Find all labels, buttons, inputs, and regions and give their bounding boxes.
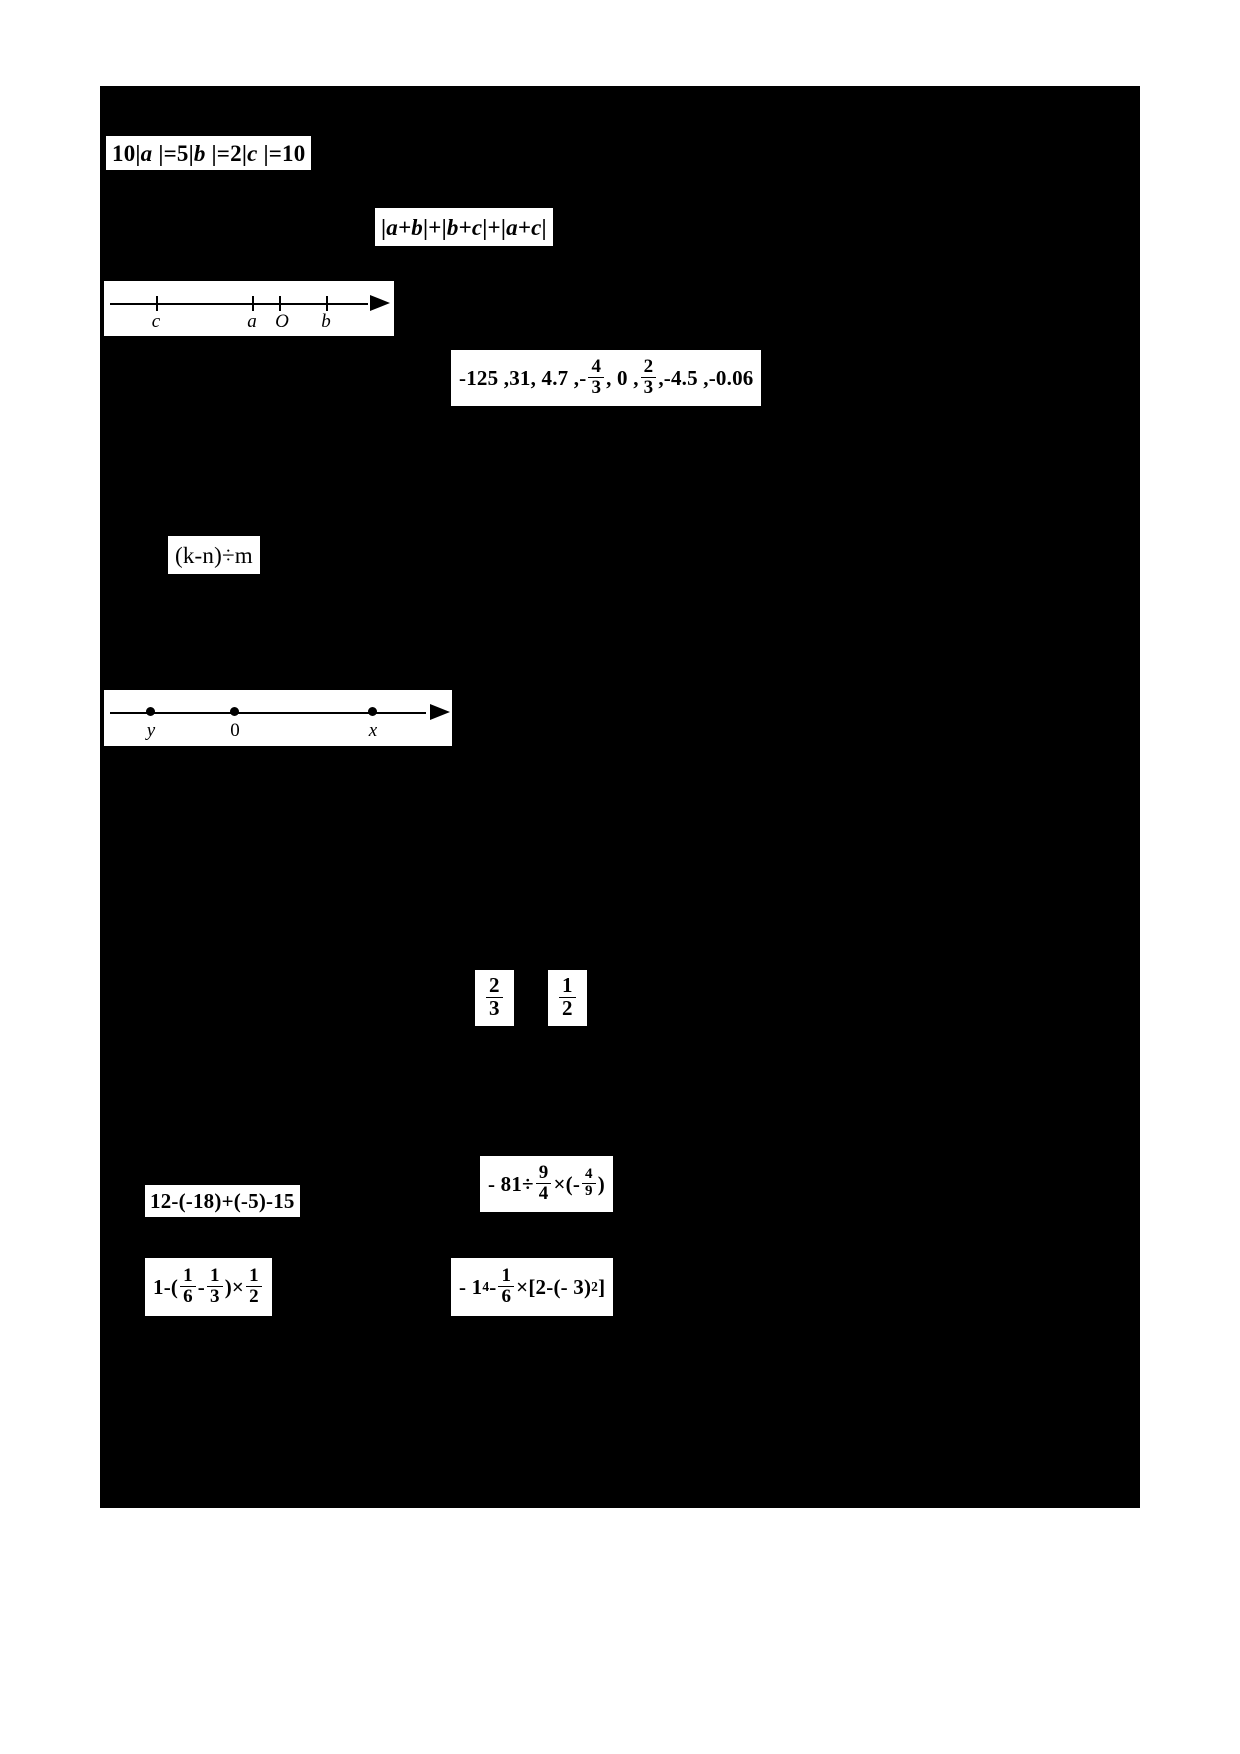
snippet-number-line-abc — [104, 281, 394, 336]
number-list-mid: , 0 , — [606, 365, 639, 390]
abs-bar: | — [541, 214, 547, 240]
fraction-numerator: 1 — [183, 1265, 193, 1287]
fraction-denominator: 3 — [207, 1286, 223, 1306]
label-c: c — [151, 311, 161, 332]
snippet-absolute-sum — [375, 208, 553, 246]
abs-bar: | — [152, 140, 164, 166]
label-zero: 0 — [230, 720, 240, 741]
calc-4-exponent-2: 2 — [591, 1279, 599, 1295]
fraction-numerator: 2 — [643, 356, 654, 378]
fraction-denominator: 2 — [246, 1286, 262, 1306]
page-content-area — [100, 86, 1140, 1508]
abs-var-b: b — [193, 140, 206, 166]
plus-sign: + — [428, 214, 442, 240]
abs-bar: | — [422, 214, 429, 240]
point-x — [368, 707, 377, 716]
fraction-numerator: 9 — [538, 1162, 549, 1184]
fraction-one-half — [246, 1266, 262, 1306]
number-list-first: -125 ,31, 4.7 ,- — [459, 365, 587, 390]
tick-c — [156, 296, 158, 311]
calc-2-prefix: - 81÷ — [488, 1171, 534, 1196]
fraction-denominator: 2 — [559, 997, 576, 1019]
fraction-two-thirds — [641, 357, 657, 397]
fraction-denominator: 9 — [582, 1183, 596, 1199]
abs-expr-1: a+b — [386, 214, 423, 240]
fraction-denominator: 3 — [486, 997, 503, 1019]
fraction-numerator: 4 — [591, 356, 602, 378]
snippet-expression-knm — [168, 536, 260, 574]
abs-bar: | — [205, 140, 217, 166]
abs-var-c: c — [247, 140, 258, 166]
fraction-denominator: 6 — [180, 1286, 196, 1306]
fraction-nine-fourths — [536, 1163, 552, 1203]
abs-bar: | — [135, 140, 141, 166]
tick-o — [279, 296, 281, 311]
calc-4-exponent: 4 — [482, 1279, 490, 1295]
fraction-four-ninths — [582, 1167, 596, 1199]
number-line-axis — [110, 303, 368, 305]
point-y — [146, 707, 155, 716]
calc-3-mid: )× — [224, 1274, 245, 1299]
fraction-denominator: 6 — [498, 1286, 514, 1306]
label-o: O — [275, 311, 289, 332]
fraction-numerator: 1 — [501, 1265, 512, 1287]
snippet-calc-1 — [145, 1185, 300, 1217]
arrow-head-icon — [430, 704, 450, 720]
fraction-numerator: 1 — [210, 1265, 220, 1287]
fraction-one-sixth — [498, 1266, 514, 1306]
expression-text: (k-n)÷m — [175, 542, 253, 568]
fraction-denominator: 3 — [641, 377, 657, 397]
fraction-denominator: 3 — [588, 377, 604, 397]
fraction-one-third — [207, 1266, 223, 1306]
abs-eq-2: =2 — [216, 140, 242, 166]
snippet-fraction-one-half — [548, 970, 587, 1026]
fraction-one-half — [559, 975, 576, 1019]
snippet-calc-4 — [451, 1258, 613, 1316]
fraction-numerator: 1 — [249, 1265, 259, 1287]
calc-4-paren: (- 3) — [553, 1274, 592, 1299]
fraction-numerator: 2 — [489, 973, 500, 998]
arrow-head-icon — [370, 295, 390, 311]
calc-3-minus: - — [197, 1274, 205, 1299]
fraction-numerator: 1 — [562, 973, 573, 998]
abs-bar: | — [441, 214, 447, 240]
number-list-last: ,-4.5 ,-0.06 — [658, 365, 754, 390]
snippet-number-list — [451, 350, 761, 406]
snippet-number-line-xy — [104, 690, 452, 746]
snippet-calc-3 — [145, 1258, 272, 1316]
abs-bar: | — [482, 214, 488, 240]
tick-b — [326, 296, 328, 311]
tick-a — [252, 296, 254, 311]
abs-bar: | — [381, 214, 387, 240]
calc-3-prefix: 1-( — [153, 1274, 179, 1299]
fraction-two-thirds — [486, 975, 503, 1019]
abs-bar: | — [241, 140, 248, 166]
calc-4-minus: - — [489, 1274, 497, 1299]
fraction-numerator: 4 — [585, 1166, 593, 1183]
calc-1-text: 12-(-18)+(-5)-15 — [150, 1188, 295, 1213]
calc-4-suffix: ] — [598, 1274, 606, 1299]
abs-bar: | — [500, 214, 507, 240]
snippet-fraction-two-thirds — [475, 970, 514, 1026]
fraction-one-sixth — [180, 1266, 196, 1306]
fraction-four-thirds — [588, 357, 604, 397]
plus-sign: + — [487, 214, 501, 240]
label-y: y — [146, 720, 156, 741]
fraction-denominator: 4 — [536, 1183, 552, 1203]
calc-4-mid: ×[2- — [516, 1274, 554, 1299]
label-b: b — [321, 311, 331, 332]
label-a: a — [247, 311, 257, 332]
abs-expr-3: a+c — [506, 214, 542, 240]
point-zero — [230, 707, 239, 716]
abs-eq-3: =10 — [268, 140, 306, 166]
calc-4-prefix: - 1 — [459, 1274, 483, 1299]
abs-bar: | — [257, 140, 269, 166]
calc-2-suffix: ) — [597, 1171, 605, 1196]
calc-2-mid: ×(- — [553, 1171, 581, 1196]
snippet-absolute-values — [106, 136, 311, 170]
abs-var-a: a — [140, 140, 153, 166]
snippet-calc-2 — [480, 1156, 613, 1212]
number-line-axis — [110, 712, 426, 714]
abs-eq-1: =5 — [163, 140, 189, 166]
abs-lead: 10 — [112, 140, 136, 166]
abs-expr-2: b+c — [446, 214, 483, 240]
label-x: x — [368, 720, 378, 741]
abs-bar: | — [188, 140, 194, 166]
